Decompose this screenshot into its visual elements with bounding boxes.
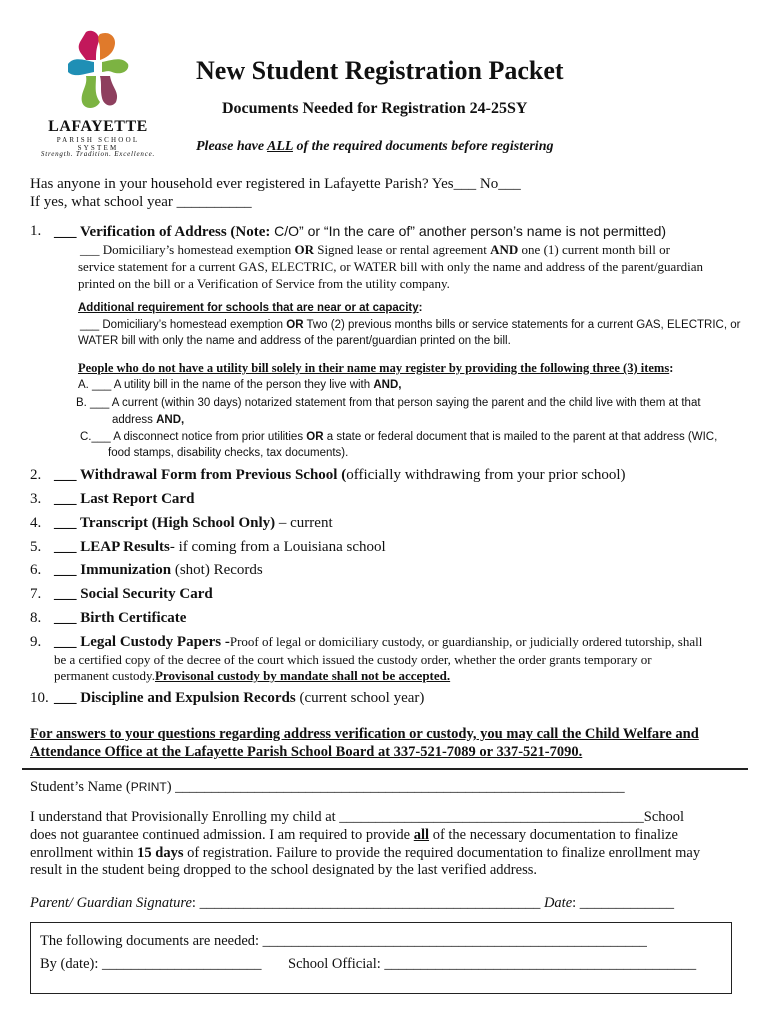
header-note-pre: Please have [196, 139, 268, 154]
contact-line-2 [30, 744, 582, 761]
item-number: 6. [30, 562, 42, 578]
item-blank: ___ [54, 562, 81, 578]
contact-line-1 [30, 726, 699, 743]
item-number: 7. [30, 586, 42, 602]
item-detail: officially withdrawing from your prior school) [346, 467, 626, 483]
item-blank: ___ [54, 586, 81, 602]
provisional-note: Provisonal custody by mandate shall not be accepted. [154, 668, 451, 683]
item-title: Last Report Card [80, 491, 195, 507]
text: A. ___ A utility bill in the name of the person they live with [78, 379, 374, 391]
or-text: OR [294, 242, 314, 257]
custody-line-3 [54, 668, 450, 684]
text: address [112, 414, 157, 426]
item-title: Withdrawal Form from Previous School ( [79, 467, 347, 483]
item-title: Transcript (High School Only) [79, 515, 276, 531]
item-title: Legal Custody Papers - [80, 634, 230, 650]
item-detail: (current school year) [295, 690, 425, 706]
text: one (1) current month bill or [518, 242, 670, 257]
divider [22, 768, 748, 770]
print-text: PRINT [130, 780, 167, 794]
and-text: AND, [373, 379, 402, 391]
by-date-field[interactable]: By (date): ______________________ [40, 956, 262, 972]
logo-name: LAFAYETTE [48, 118, 148, 135]
item-detail: - if coming from a Louisiana school [169, 539, 386, 555]
item-detail: – current [275, 515, 333, 531]
or-text: OR [306, 431, 324, 443]
signature-field[interactable] [30, 895, 674, 912]
additional-requirement-title [78, 302, 422, 314]
address-option-line-1 [80, 242, 670, 258]
item-blank: ___ [54, 690, 81, 706]
signature-line: : _______________________________________________ [191, 895, 544, 911]
text: Signed lease or rental agreement [313, 242, 491, 257]
item-number: 1. [30, 223, 42, 239]
item-withdrawal-form [54, 467, 625, 484]
item-verification-address [54, 223, 666, 241]
cross-logo-icon [66, 30, 130, 114]
item-report-card [54, 491, 194, 508]
text: C.___ A disconnect notice from prior utilities [80, 431, 307, 443]
item-legal-custody [54, 634, 702, 651]
text: Student’s Name ( [30, 779, 131, 795]
option-c-line-1 [80, 431, 717, 443]
question-registered: Has anyone in your household ever registered in Lafayette Parish? Yes___ No___ [30, 176, 521, 192]
item-blank: ___ [54, 610, 81, 626]
item-title: Verification of Address (Note: [79, 224, 275, 240]
item-title: Discipline and Expulsion Records [80, 690, 296, 706]
item-number: 9. [30, 634, 42, 650]
text: For answers to your questions regarding address verification or custody, you may call the Child Welfare and [30, 726, 699, 742]
item-detail: (shot) Records [171, 562, 263, 578]
address-option-line-3: printed on the bill or a Verification of Service from the utility company. [78, 276, 450, 291]
text: Additional requirement for schools that are near or at capacity [78, 302, 419, 314]
question-school-year: If yes, what school year __________ [30, 194, 252, 210]
school-field[interactable]: I understand that Provisionally Enrolling my child at __________________________________________School [30, 809, 685, 825]
header-note-all: ALL [267, 139, 293, 154]
item-number: 4. [30, 515, 42, 531]
documents-needed-field[interactable]: The following documents are needed: _____________________________________________________ [40, 933, 647, 949]
option-c-line-2: food stamps, disability checks, tax documents). [108, 447, 349, 459]
item-note: C/O” or “In the care of” another person’s name is not permitted) [274, 223, 667, 239]
additional-requirement-line-2: WATER bill with only the name and address of the parent/guardian printed on the bill. [78, 335, 511, 347]
text: People who do not have a utility bill solely in their name may register by providing the following three (3) items [78, 361, 670, 375]
header-note-post: of the required documents before registering [292, 139, 554, 154]
item-blank: ___ [54, 539, 81, 555]
address-option-line-2: service statement for a current GAS, ELECTRIC, or WATER bill with only the name and address of the parent/guardian [78, 259, 704, 274]
item-title: Immunization [80, 562, 172, 578]
date-line: : _____________ [572, 895, 675, 911]
signature-label: Parent/ Guardian Signature [30, 895, 192, 911]
all-text: all [413, 827, 430, 843]
and-text: AND [490, 242, 519, 257]
option-b-line-1: B. ___ A current (within 30 days) notarized statement from that person saying the parent and the child live with them at that [76, 397, 701, 409]
item-immunization [54, 562, 263, 579]
no-utility-bill-title [78, 361, 673, 376]
option-a [78, 379, 401, 391]
item-blank: ___ [54, 634, 81, 650]
agreement-line-4: result in the student being dropped to the school designated by the last verified address. [30, 862, 537, 878]
agreement-line-2 [30, 827, 678, 844]
text: a state or federal document that is mailed to the parent at that address (WIC, [323, 431, 718, 443]
header-note [196, 139, 553, 155]
item-number: 8. [30, 610, 42, 626]
page-subtitle: Documents Needed for Registration 24-25SY [222, 100, 528, 117]
text: enrollment within [30, 845, 138, 861]
item-number: 10. [30, 690, 49, 706]
item-blank: ___ [54, 467, 80, 483]
text: Two (2) previous months bills or service statements for a current GAS, ELECTRIC, or [303, 319, 741, 331]
item-title: Social Security Card [80, 586, 213, 602]
item-transcript [54, 515, 333, 532]
item-blank: ___ [54, 491, 81, 507]
text: ___ Domiciliary’s homestead exemption [80, 319, 287, 331]
text: of the necessary documentation to finalize [429, 827, 678, 843]
item-number: 5. [30, 539, 42, 555]
item-blank: ___ [54, 224, 80, 240]
item-title: Birth Certificate [80, 610, 187, 626]
or-text: OR [286, 319, 304, 331]
school-official-field[interactable]: School Official: ___________________________________________ [288, 956, 697, 972]
text: does not guarantee continued admission. I am required to provide [30, 827, 414, 843]
option-b-line-2 [112, 414, 184, 426]
text: : [669, 361, 674, 375]
item-birth-certificate [54, 610, 186, 627]
text: : [418, 302, 423, 314]
item-discipline-records [54, 690, 424, 707]
and-text: AND, [156, 414, 185, 426]
text: of registration. Failure to provide the required documentation to finalize enrollment may [183, 845, 701, 861]
text: Attendance Office at the Lafayette Parish School Board at 337-521-7089 or 337-521-7090. [30, 744, 583, 760]
additional-requirement-line-1 [80, 319, 740, 331]
logo-tagline: Strength. Tradition. Excellence. [40, 150, 156, 158]
days-text: 15 days [137, 845, 184, 861]
office-use-box [30, 922, 732, 994]
text: ___ Domiciliary’s homestead exemption [80, 242, 295, 257]
agreement-line-3 [30, 845, 700, 862]
logo-subtitle: PARISH SCHOOL SYSTEM [56, 136, 140, 152]
item-social-security [54, 586, 213, 603]
lafayette-logo [36, 30, 176, 164]
date-label: Date [543, 895, 573, 911]
text: ) ______________________________________________________________ [166, 779, 625, 795]
student-name-field[interactable] [30, 779, 625, 796]
item-detail: Proof of legal or domiciliary custody, or guardianship, or judicially ordered tutorship, shall [229, 634, 703, 649]
page-title: New Student Registration Packet [196, 56, 564, 85]
item-number: 2. [30, 467, 42, 483]
item-title: LEAP Results [80, 539, 170, 555]
item-leap-results [54, 539, 386, 556]
item-number: 3. [30, 491, 42, 507]
item-blank: ___ [54, 515, 80, 531]
custody-line-2: be a certified copy of the decree of the court which issued the custody order, whether the order grants temporary or [54, 652, 652, 667]
text: permanent custody. [54, 668, 155, 683]
